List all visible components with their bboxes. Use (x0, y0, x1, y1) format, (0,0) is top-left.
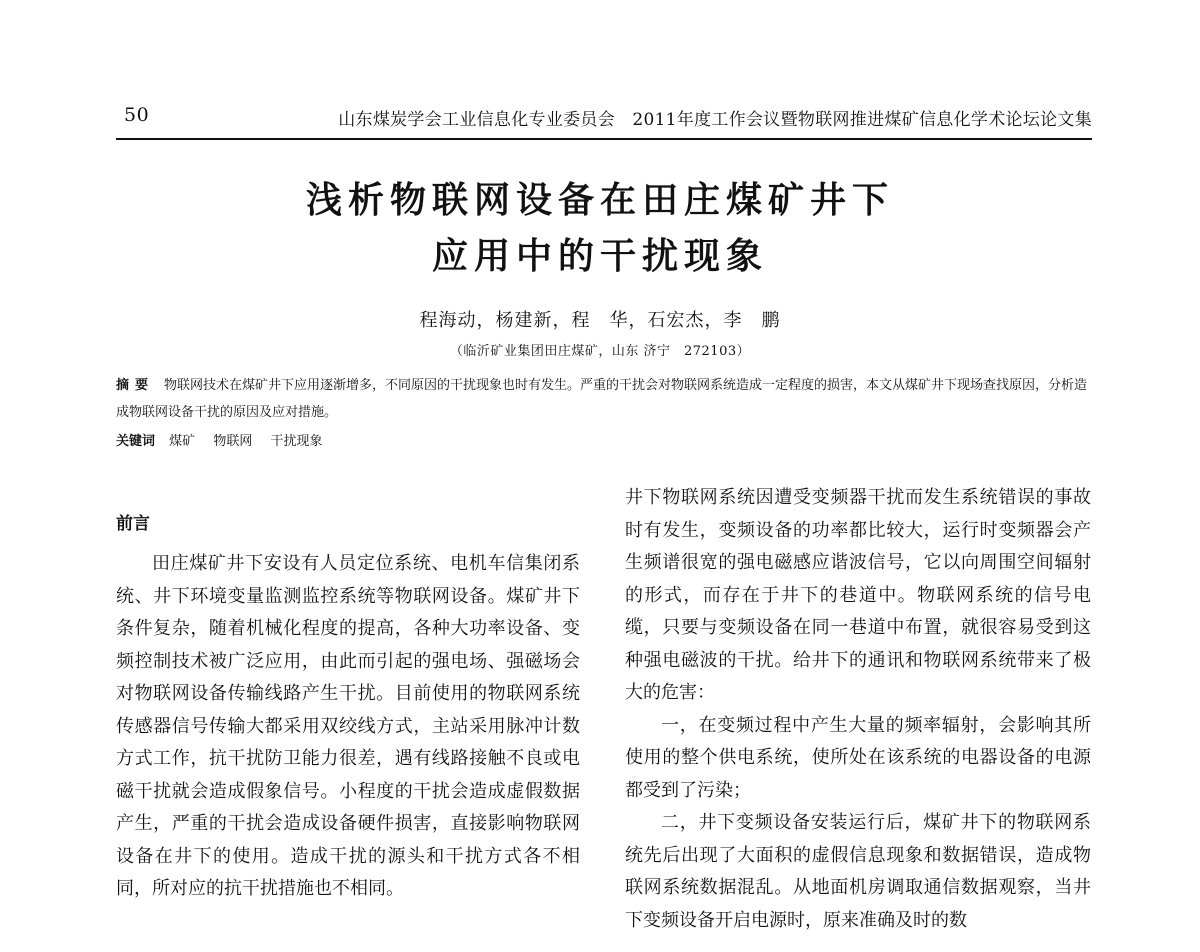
section-heading-preface: 前言 (116, 514, 150, 534)
keyword: 干扰现象 (270, 434, 323, 449)
paper-title-line-2: 应用中的干扰现象 (431, 235, 768, 277)
keywords (116, 430, 336, 449)
author-list: 程海动，杨建新，程 华，石宏杰，李 鹏 (419, 310, 781, 331)
running-header: 山东煤炭学会工业信息化专业委员会 2011年度工作会议暨物联网推进煤矿信息化学术论坛论文集 (338, 110, 1092, 130)
keyword: 物联网 (213, 434, 253, 449)
header-divider (116, 138, 1092, 140)
abstract-text: 物联网技术在煤矿井下应用逐渐增多，不同原因的干扰现象也时有发生。严重的干扰会对物联网系统造成一定程度的损害，本文从煤矿井下现场查找原因，分析造成物联网设备干扰的原因及应对措施。 (116, 378, 1088, 420)
page-number: 50 (124, 104, 150, 126)
body-paragraph: 一，在变频过程中产生大量的频率辐射，会影响其所使用的整个供电系统，使所处在该系统的电器设备的电源都受到了污染； (625, 714, 1091, 801)
affiliation: （临沂矿业集团田庄煤矿，山东 济宁 272103） (449, 344, 751, 359)
body-paragraph: 田庄煤矿井下安设有人员定位系统、电机车信集闭系统、井下环境变量监测监控系统等物联网设备。煤矿井下条件复杂，随着机械化程度的提高，各种大功率设备、变频控制技术被广泛应用，由此而引起的强电场、强磁场会对物联网设备传输线路产生干扰。目前使用的物联网系统传感器信号传输大都采用双绞线方式，主站采用脉冲计数方式工作，抗干扰防卫能力很差，遇有线路接触不良或电磁干扰就会造成假象信号。小程度的干扰会造成虚假数据产生，严重的干扰会造成设备硬件损害，直接影响物联网设备在井下的使用。造成干扰的源头和干扰方式各不相同，所对应的抗干扰措施也不相同。 (116, 553, 580, 899)
body-column-left (116, 548, 580, 906)
body-paragraph: 井下物联网系统因遭受变频器干扰而发生系统错误的事故时有发生，变频设备的功率都比较大，运行时变频器会产生频谱很宽的强电磁感应谐波信号，它以向周围空间辐射的形式，而存在于井下的巷道中。物联网系统的信号电缆，只要与变频设备在同一巷道中布置，就很容易受到这种强电磁波的干扰。给井下的通讯和物联网系统带来了极大的危害： (625, 487, 1091, 703)
abstract-label: 摘要 (116, 378, 155, 393)
body-column-right (625, 482, 1091, 937)
keyword: 煤矿 (169, 434, 196, 449)
keywords-label: 关键词 (116, 434, 156, 449)
abstract (116, 372, 1092, 426)
body-paragraph: 二，井下变频设备安装运行后，煤矿井下的物联网系统先后出现了大面积的虚假信息现象和数据错误，造成物联网系统数据混乱。从地面机房调取通信数据观察，当井下变频设备开启电源时，原来准确及时的数 (625, 812, 1091, 931)
paper-title-line-1: 浅析物联网设备在田庄煤矿井下 (305, 179, 894, 221)
